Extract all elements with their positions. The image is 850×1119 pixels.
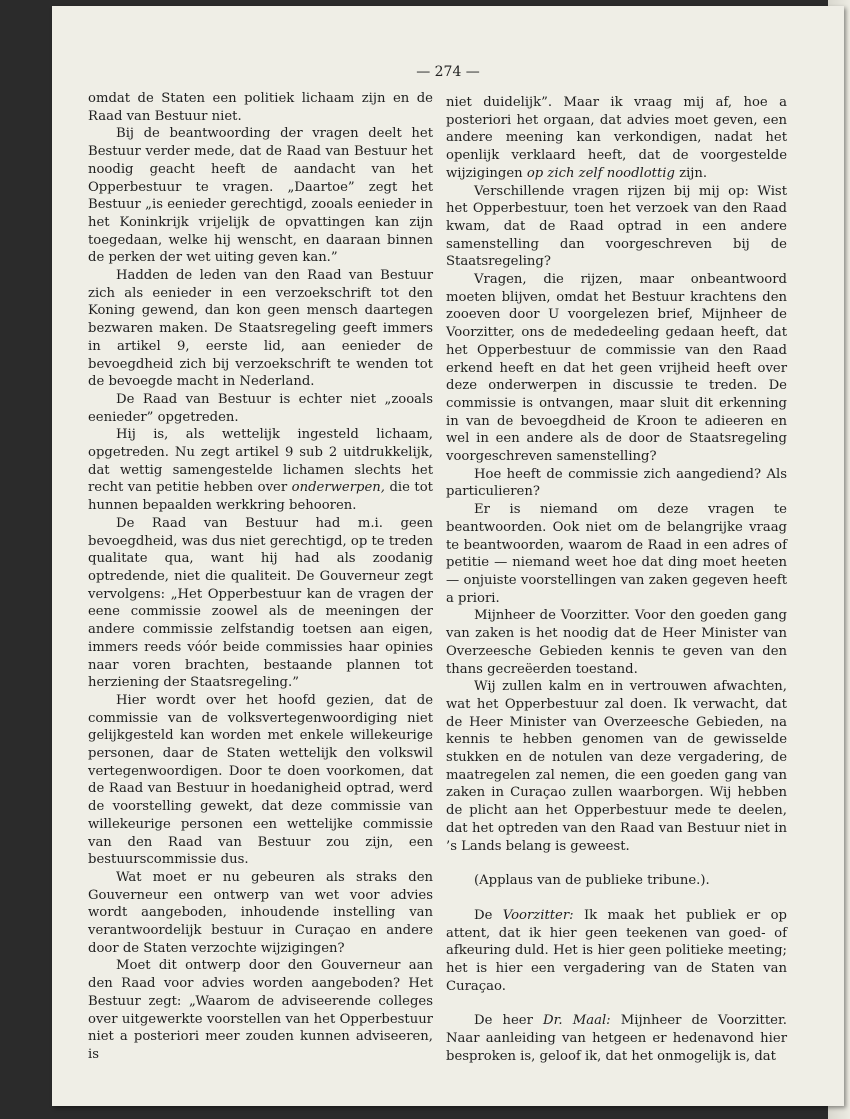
paragraph xyxy=(446,271,787,466)
paragraph xyxy=(446,872,787,890)
paragraph xyxy=(446,678,787,855)
paragraph-text-tail: Ik maak het publiek er op attent, dat ik hier geen teekenen van goed- of afkeuring duld. Het is hier geen politieke meeting; het is hier een vergadering van de Staten van Curaçao. xyxy=(446,907,787,994)
paragraph-text: Moet dit ontwerp door den Gouverneur aan den Raad voor advies worden aangeboden? Het Bestuur zegt: „Waarom de adviseerende colleges over uitgewerkte voorstellen van het Opperbestuur niet a posteriori meer zouden kunnen adviseeren, is xyxy=(88,958,433,1062)
right-column xyxy=(446,94,787,1066)
italic-text: onderwerpen, xyxy=(291,480,385,496)
paragraph-text: De Raad van Bestuur had m.i. geen bevoegdheid, was dus niet gerechtigd, op te treden qualitate qua, want hij had als zoodanig optredende, niet die qualiteit. De Gouverneur zegt vervolgens: „Het Opperbestuur kan de vragen der eene commissie zoowel als de meeningen der andere commissie zelfstandig toetsen aan eigen, immers reeds vóór beide commissies haar opinies naar voren brachten, bestaande plannen tot herziening der Staatsregeling.” xyxy=(88,515,433,691)
paragraph xyxy=(446,466,787,501)
paragraph xyxy=(88,869,433,958)
italic-text: op zich zelf noodlottig xyxy=(526,165,675,181)
paragraph-text: Hoe heeft de commissie zich aangediend? Als particulieren? xyxy=(446,466,787,500)
paragraph-text-tail: Mijnheer de Voorzitter. Naar aanleiding van hetgeen er hedenavond hier besproken is, geloof ik, dat het onmogelijk is, dat xyxy=(446,1013,787,1064)
italic-text: Voorzitter: xyxy=(502,907,574,923)
paragraph-text: (Applaus van de publieke tribune.). xyxy=(474,873,710,889)
paragraph xyxy=(446,94,787,183)
paragraph-text: Wij zullen kalm en in vertrouwen afwachten, wat het Opperbestuur zal doen. Ik verwacht, dat de Heer Minister van Overzeesche Gebieden, na kennis te hebben genomen van de gewisselde stukken en de notulen van deze vergadering, de maatregelen zal nemen, die een goeden gang van zaken in Curaçao zullen waarborgen. Wij hebben de plicht aan het Opperbestuur mede te deelen, dat het optreden van den Raad van Bestuur niet in ’s Lands belang is geweest. xyxy=(446,679,787,854)
paragraph-text: De xyxy=(474,907,493,923)
paragraph xyxy=(446,501,787,607)
paragraph xyxy=(88,90,433,125)
paragraph-text-tail: zijn. xyxy=(674,165,708,181)
paragraph-text: omdat de Staten een politiek lichaam zijn en de Raad van Bestuur niet. xyxy=(88,91,433,124)
paragraph xyxy=(446,183,787,272)
paragraph xyxy=(446,607,787,678)
paragraph-text: Hadden de leden van den Raad van Bestuur zich als eenieder in een verzoekschrift tot den Koning gewend, dan kon geen mensch daartegen bezwaren maken. De Staatsregeling geeft immers in artikel 9, eerste lid, aan eenieder de bevoegdheid zich bij verzoekschrift te wenden tot de bevoegde macht in Nederland. xyxy=(88,268,433,390)
paragraph-text: De heer xyxy=(474,1013,533,1029)
paragraph xyxy=(446,1012,787,1065)
paragraph xyxy=(88,426,433,515)
paragraph xyxy=(88,957,433,1063)
paragraph-text: Hij is, als wettelijk ingesteld lichaam, opgetreden. Nu zegt artikel 9 sub 2 uitdrukkelijk, dat wettig samengestelde lichamen slechts het recht van petitie hebben over xyxy=(88,427,433,496)
paragraph-text: Hier wordt over het hoofd gezien, dat de commissie van de volksvertegenwoordiging niet gelijkgesteld kan worden met enkele willekeurige personen, daar de Staten wettelijk den volkswil vertegenwoordigen. Door te doen voorkomen, dat de Raad van Bestuur in hoedanigheid optrad, werd de voorstelling gewekt, dat deze commissie van willekeurige personen een wettelijke commissie van den Raad van Bestuur zou zijn, een bestuurscommissie dus. xyxy=(88,692,433,868)
paragraph-text: Vragen, die rijzen, maar onbeantwoord moeten blijven, omdat het Bestuur krachtens den zooeven door U voorgelezen brief, Mijnheer de Voorzitter, ons de mededeeling gedaan heeft, dat het Opperbestuur de commissie van den Raad erkend heeft en dat het geen vrijheid heeft over deze onderwerpen in discussie te treden. De commissie is ontvangen, maar sluit dit erkenning in van de bevoegdheid de Kroon te adieeren en wel in een andere als de door de Staatsregeling voorgeschreven samenstelling? xyxy=(446,272,787,465)
paragraph xyxy=(88,515,433,692)
paragraph-text: Er is niemand om deze vragen te beantwoorden. Ook niet om de belangrijke vraag te beantwoorden, waarom de Raad in een adres of petitie — niemand weet hoe dat ding moet heeten — onjuiste voorstellingen van zaken gegeven heeft a priori. xyxy=(446,502,787,606)
paragraph-text: Verschillende vragen rijzen bij mij op: Wist het Opperbestuur, toen het verzoek van den Raad kwam, dat de Raad optrad in een andere samenstelling dan voorgeschreven bij de Staatsregeling? xyxy=(446,183,787,270)
paragraph-text-tail: die tot hunnen bepaalden werkkring behooren. xyxy=(88,480,433,514)
paragraph xyxy=(88,267,433,391)
paragraph-text: Bij de beantwoording der vragen deelt het Bestuur verder mede, dat de Raad van Bestuur het noodig geacht heeft de aandacht van het Opperbestuur te vragen. „Daartoe” zegt het Bestuur „is eenieder gerechtigd, zooals eenieder in het Koninkrijk vrijelijk de opvattingen kan zijn toegedaan, welke hij wenscht, en daaraan binnen de perken der wet uiting geven kan.” xyxy=(88,126,433,266)
left-column xyxy=(88,90,433,1064)
paragraph-text: Mijnheer de Voorzitter. Voor den goeden gang van zaken is het noodig dat de Heer Minister van Overzeesche Gebieden kennis te geven van den thans gecreëerden toestand. xyxy=(446,608,787,677)
paragraph-text: De Raad van Bestuur is echter niet „zooals eenieder” opgetreden. xyxy=(88,391,433,425)
paragraph xyxy=(446,907,787,996)
paragraph xyxy=(88,125,433,267)
paragraph-text: niet duidelijk”. Maar ik vraag mij af, hoe a posteriori het orgaan, dat advies moet geven, een andere meening kan verkondigen, nadat het openlijk verklaard heeft, dat de voorgestelde wijzigingen xyxy=(446,95,787,181)
paragraph xyxy=(88,391,433,426)
page-number: — 274 — xyxy=(416,64,480,80)
paragraph-text: Wat moet er nu gebeuren als straks den Gouverneur een ontwerp van wet voor advies wordt aangeboden, inhoudende instelling van verantwoordelijk bestuur in Curaçao en andere door de Staten verzochte wijzigingen? xyxy=(88,869,433,956)
italic-text: Dr. Maal: xyxy=(543,1013,611,1029)
paragraph xyxy=(88,692,433,869)
